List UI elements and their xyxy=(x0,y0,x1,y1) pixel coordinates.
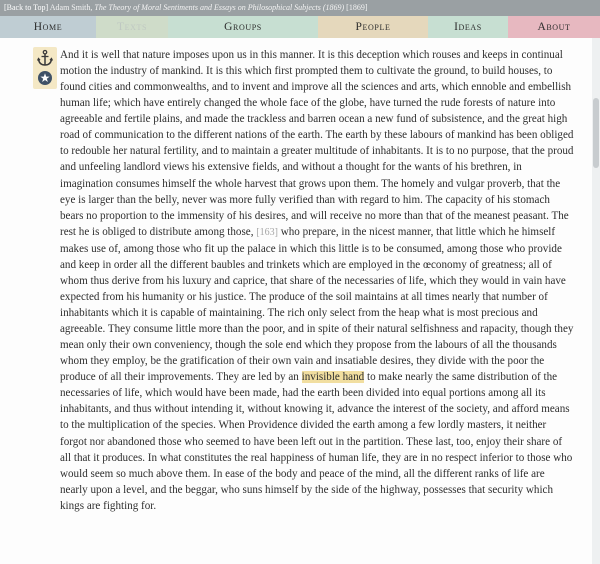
top-bar xyxy=(0,0,600,38)
nav-ideas[interactable] xyxy=(428,16,508,38)
scrollbar[interactable] xyxy=(592,38,600,564)
page-reference[interactable]: [163] xyxy=(256,226,278,238)
passage-part-2: who prepare, in the nicest manner, that little which he himself makes use of, among those who fit up the palace in which this little is to be consumed, among those who provide and keep in order all the different baubles and trinkets which are employed in the œconomy of greatness; all of whom thus derive from his luxury and caprice, that share of the necessaries of life, which they would in vain have expected from his humanity or his justice. The produce of the soil maintains at all times nearly that number of inhabitants which it is capable of maintaining. The rich only select from the heap what is most precious and agreeable. They consume little more than the poor, and in spite of their natural selfishness and rapacity, though they mean only their own conveniency, though the sole end which they propose from the labours of all the thousands whom they employ, be the gratification of their own vain and insatiable desires, they divide with the poor the produce of all their improvements. They are led by an xyxy=(60,225,574,384)
nav-people-label: People xyxy=(355,21,391,33)
scroll-thumb[interactable] xyxy=(593,98,599,168)
star-icon[interactable] xyxy=(37,70,53,86)
nav-about-label: About xyxy=(537,21,571,33)
breadcrumb xyxy=(4,1,596,15)
nav-home-label: Home xyxy=(33,21,63,33)
nav-people[interactable] xyxy=(318,16,428,38)
nav-about[interactable] xyxy=(508,16,600,38)
main-nav xyxy=(0,16,600,38)
back-to-top-link[interactable]: [Back to Top] xyxy=(4,3,49,12)
passage-part-1: And it is well that nature imposes upon us in this manner. It is this deception which rouses and keeps in continual motion the industry of mankind. It is this which first prompted them to cultivate the ground, to build houses, to found cities and commonwealths, and to invent and improve all the sciences and arts, which ennoble and embellish human life; which have entirely changed the whole face of the globe, have turned the rude forests of nature into agreeable and fertile plains, and made the trackless and barren ocean a new fund of subsistence, and the great high road of communication to the different nations of the earth. The earth by these labours of mankind has been obliged to redouble her natural fertility, and to maintain a greater multitude of inhabitants. It is to no purpose, that the proud and unfeeling landlord views his extensive fields, and without a thought for the wants of his brethren, in imagination consumes himself the whole harvest that grows upon them. The homely and vulgar proverb, that the eye is larger than the belly, never was more fully verified than with regard to him. The capacity of his stomach bears no proportion to the immensity of his desires, and will receive no more than that of the meanest peasant. The rest he is obliged to distribute among those, xyxy=(60,49,574,238)
nav-home[interactable] xyxy=(0,16,96,38)
anchor-icon[interactable] xyxy=(36,49,54,67)
nav-texts-label: Texts xyxy=(116,21,148,33)
author-name: Adam Smith, xyxy=(49,3,93,12)
passage-part-3: to make nearly the same distribution of the necessaries of life, which would have been made, had the earth been divided into equal portions among all its inhabitants, and thus without intending it, without knowing it, advance the interest of the society, and afford means to the multiplication of the species. When Providence divided the earth among a few lordly masters, it neither forgot nor abandoned those who seemed to have been left out in the partition. These last, too, enjoy their share of all that it produces. In what constitutes the real happiness of human life, they are in no respect inferior to those who would seem so much above them. In ease of the body and peace of the mind, all the different ranks of life are nearly upon a level, and the beggar, who suns himself by the side of the highway, possesses that security which kings are fighting for. xyxy=(60,371,573,512)
book-year: [1869] xyxy=(346,3,368,12)
highlighted-phrase[interactable]: invisible hand xyxy=(301,371,365,384)
nav-ideas-label: Ideas xyxy=(454,21,482,33)
book-title: The Theory of Moral Sentiments and Essays on Philosophical Subjects (1869) xyxy=(94,3,345,12)
passage-text xyxy=(60,47,574,514)
nav-groups-label: Groups xyxy=(224,21,262,33)
nav-texts[interactable] xyxy=(96,16,168,38)
nav-groups[interactable] xyxy=(168,16,318,38)
text-tools xyxy=(33,47,57,89)
